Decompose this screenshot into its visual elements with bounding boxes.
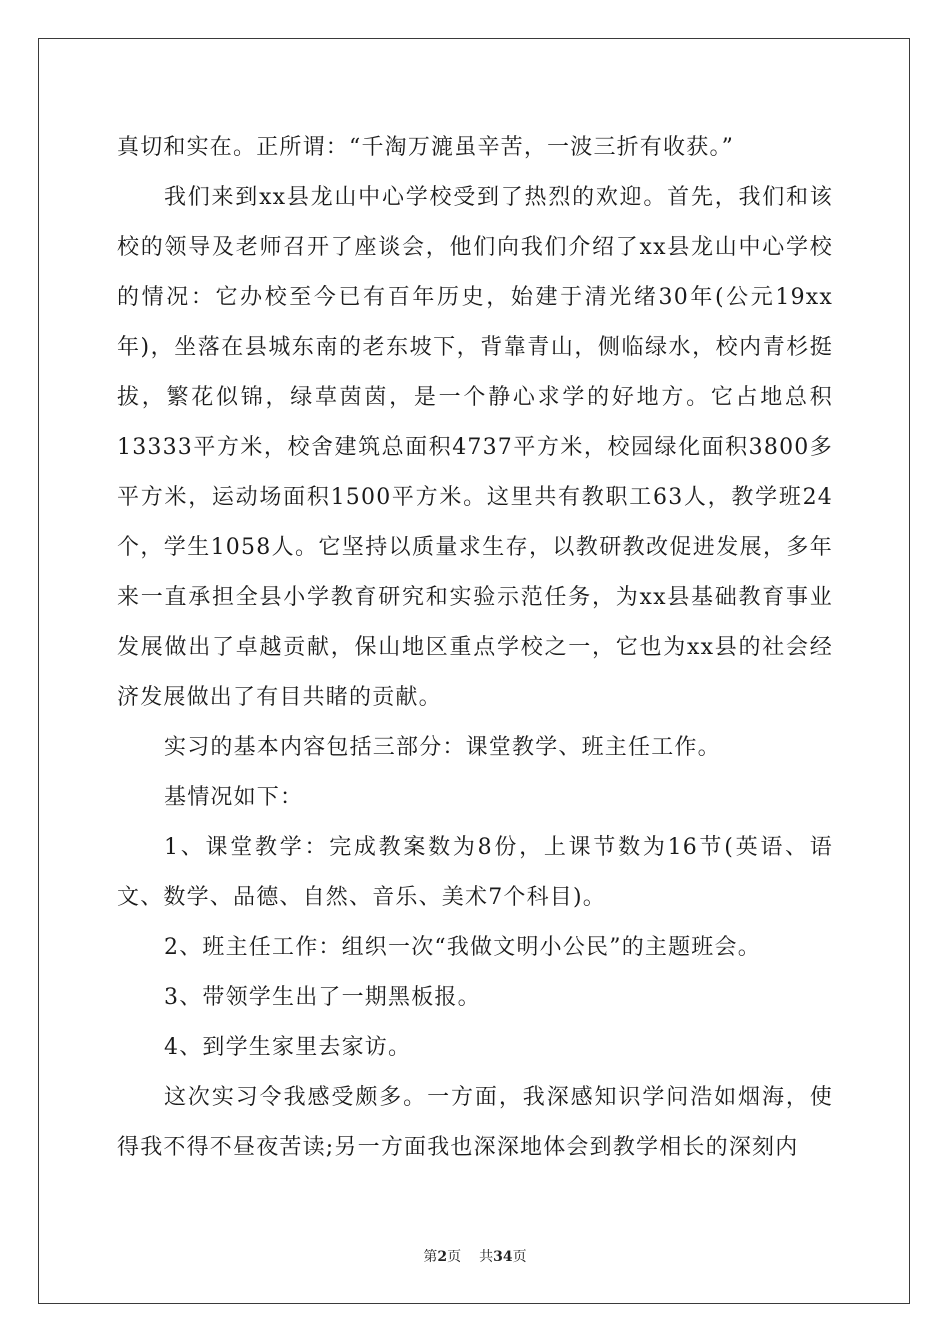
paragraph-reflection: 这次实习令我感受颇多。一方面，我深感知识学问浩如烟海，使得我不得不昼夜苦读;另一方面我也深深地体会到教学相长的深刻内 bbox=[117, 1085, 833, 1160]
paragraph-school-intro: 我们来到xx县龙山中心学校受到了热烈的欢迎。首先，我们和该校的领导及老师召开了座谈会，他们向我们介绍了xx县龙山中心学校的情况：它办校至今已有百年历史，始建于清光绪30年(公元19xx年)，坐落在县城东南的老东坡下，背靠青山，侧临绿水，校内青杉挺拔，繁花似锦，绿草茵茵，是一个静心求学的好地方。它占地总积13333平方米，校舍建筑总面积4737平方米，校园绿化面积3800多平方米，运动场面积1500平方米。这里共有教职工63人，教学班24个，学生1058人。它坚持以质量求生存，以教研教改促进发展，多年来一直承担全县小学教育研究和实验示范任务，为xx县基础教育事业发展做出了卓越贡献，保山地区重点学校之一，它也为xx县的社会经济发展做出了有目共睹的贡献。 bbox=[117, 185, 833, 710]
footer-total-pages: 34 bbox=[493, 1249, 513, 1265]
paragraph-continuation: 真切和实在。正所谓：“千淘万漉虽辛苦，一波三折有收获。” bbox=[117, 135, 735, 160]
footer-page-number: 2 bbox=[437, 1249, 448, 1265]
list-item-class-teacher-work: 2、班主任工作：组织一次“我做文明小公民”的主题班会。 bbox=[164, 935, 761, 960]
footer-page-suffix: 页 bbox=[447, 1249, 462, 1265]
footer-total-prefix: 共 bbox=[479, 1249, 494, 1265]
footer-page-prefix: 第 bbox=[423, 1249, 438, 1265]
footer-total-suffix: 页 bbox=[512, 1249, 527, 1265]
list-item-classroom-teaching: 1、课堂教学：完成教案数为8份，上课节数为16节(英语、语文、数学、品德、自然、音乐、美术7个科目)。 bbox=[117, 835, 833, 910]
list-item-blackboard: 3、带领学生出了一期黑板报。 bbox=[164, 985, 481, 1010]
document-body bbox=[117, 123, 833, 1173]
page-footer bbox=[0, 1246, 950, 1266]
list-item-home-visit: 4、到学生家里去家访。 bbox=[164, 1035, 412, 1060]
paragraph-situation-heading: 基情况如下： bbox=[164, 785, 304, 810]
paragraph-internship-content: 实习的基本内容包括三部分：课堂教学、班主任工作。 bbox=[164, 735, 721, 760]
